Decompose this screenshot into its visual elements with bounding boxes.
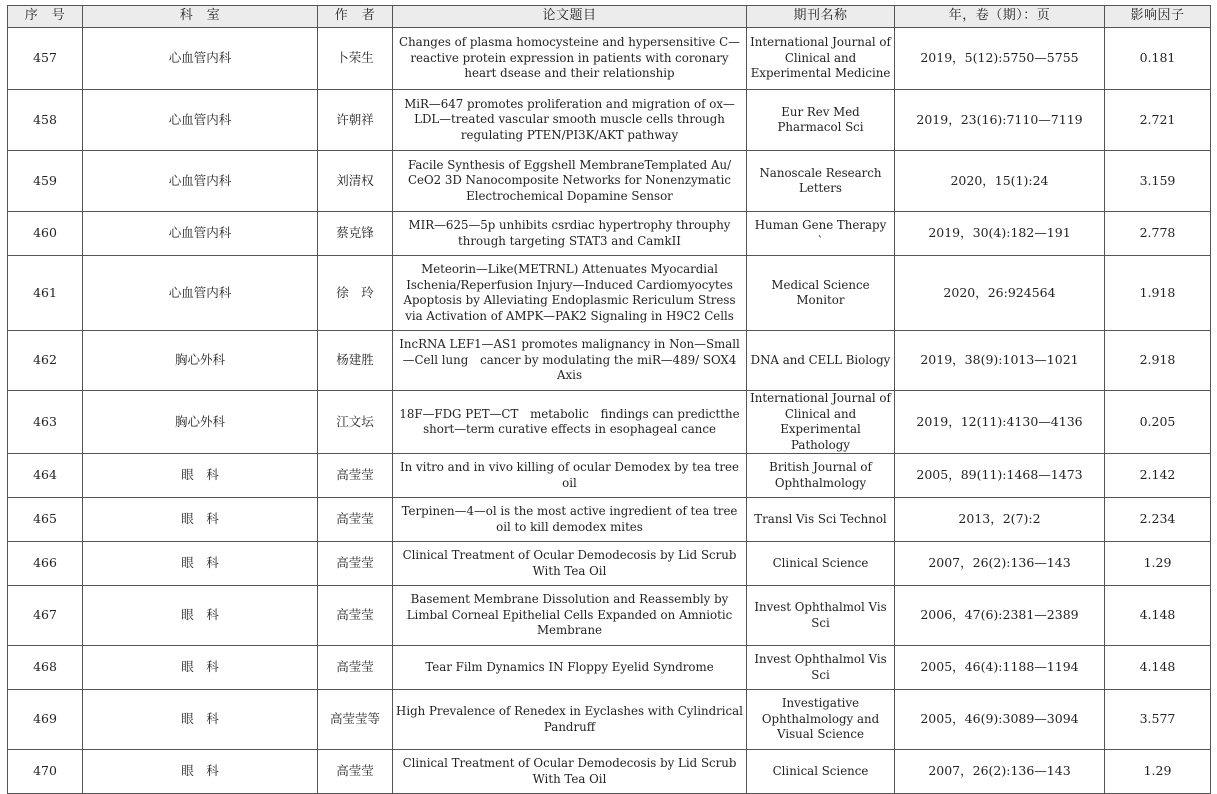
cell-no: 463 [8,391,83,454]
table-row [8,90,1211,151]
cell-ref: 2019，38(9):1013—1021 [895,331,1105,391]
cell-author: 高莹莹 [318,498,393,542]
publication-table [7,5,1211,794]
cell-journal: Invest Ophthalmol Vis Sci [747,586,895,646]
cell-title: High Prevalence of Renedex in Eyclashes with Cylindrical Pandruff [393,690,747,750]
cell-ref: 2005，46(9):3089—3094 [895,690,1105,750]
cell-title: Clinical Treatment of Ocular Demodecosis by Lid Scrub With Tea Oil [393,750,747,794]
header-journal: 期刊名称 [747,6,895,28]
table-row [8,454,1211,498]
cell-author: 杨建胜 [318,331,393,391]
cell-title: Facile Synthesis of Eggshell MembraneTemplated Au/ CeO2 3D Nanocomposite Networks for Nonenzymatic Electrochemical Dopamine Sensor [393,151,747,212]
cell-no: 457 [8,28,83,90]
cell-no: 465 [8,498,83,542]
cell-title: Basement Membrane Dissolution and Reassembly by Limbal Corneal Epithelial Cells Expanded on Amniotic Membrane [393,586,747,646]
cell-title: In vitro and in vivo killing of ocular Demodex by tea tree oil [393,454,747,498]
cell-impact: 0.181 [1105,28,1211,90]
cell-ref: 2019，23(16):7110—7119 [895,90,1105,151]
table-row [8,750,1211,794]
cell-author: 高莹莹等 [318,690,393,750]
cell-dept: 眼 科 [83,498,318,542]
header-ref: 年，卷（期）：页 [895,6,1105,28]
cell-journal: Clinical Science [747,542,895,586]
table-header [8,6,1211,28]
table-body [8,28,1211,794]
cell-title: Clinical Treatment of Ocular Demodecosis by Lid Scrub With Tea Oil [393,542,747,586]
cell-dept: 心血管内科 [83,90,318,151]
cell-journal: Human Gene Therapy ` [747,212,895,256]
cell-dept: 眼 科 [83,646,318,690]
cell-impact: 3.159 [1105,151,1211,212]
cell-no: 466 [8,542,83,586]
cell-no: 461 [8,256,83,331]
cell-journal: DNA and CELL Biology [747,331,895,391]
cell-dept: 心血管内科 [83,212,318,256]
cell-dept: 眼 科 [83,454,318,498]
cell-impact: 1.29 [1105,750,1211,794]
cell-title: Changes of plasma homocysteine and hypersensitive C—reactive protein expression in patients with coronary heart dsease and their relationship [393,28,747,90]
cell-title: Meteorin—Like(METRNL) Attenuates Myocardial Ischenia/Reperfusion Injury—Induced Cardiomyocytes Apoptosis by Alleviating Endoplasmic Rericulum Stress via Activation of AMPK—PAK2 Signaling in H9C2 Cells [393,256,747,331]
cell-impact: 4.148 [1105,646,1211,690]
cell-journal: Invest Ophthalmol Vis Sci [747,646,895,690]
cell-ref: 2020，15(1):24 [895,151,1105,212]
cell-dept: 心血管内科 [83,28,318,90]
table-row [8,498,1211,542]
cell-author: 许朝祥 [318,90,393,151]
cell-dept: 眼 科 [83,542,318,586]
header-author: 作 者 [318,6,393,28]
cell-impact: 4.148 [1105,586,1211,646]
cell-title: Terpinen—4—ol is the most active ingredient of tea tree oil to kill demodex mites [393,498,747,542]
table-row [8,391,1211,454]
cell-author: 高莹莹 [318,454,393,498]
table-row [8,690,1211,750]
table-row [8,646,1211,690]
cell-journal: Investigative Ophthalmology and Visual Science [747,690,895,750]
cell-impact: 1.29 [1105,542,1211,586]
table-row [8,28,1211,90]
cell-no: 464 [8,454,83,498]
cell-journal: International Journal of Clinical and Experimental Pathology [747,391,895,454]
cell-ref: 2019，5(12):5750—5755 [895,28,1105,90]
cell-no: 467 [8,586,83,646]
cell-ref: 2007，26(2):136—143 [895,542,1105,586]
cell-author: 卜荣生 [318,28,393,90]
cell-no: 459 [8,151,83,212]
cell-journal: Eur Rev Med Pharmacol Sci [747,90,895,151]
cell-ref: 2019，30(4):182—191 [895,212,1105,256]
cell-impact: 2.142 [1105,454,1211,498]
cell-impact: 2.778 [1105,212,1211,256]
cell-title: IncRNA LEF1—AS1 promotes malignancy in Non—Small—Cell lung cancer by modulating the miR—489/ SOX4 Axis [393,331,747,391]
cell-impact: 2.234 [1105,498,1211,542]
cell-title: 18F—FDG PET—CT metabolic findings can predictthe short—term curative effects in esophageal cance [393,391,747,454]
header-no: 序 号 [8,6,83,28]
cell-author: 刘清权 [318,151,393,212]
cell-journal: Medical Science Monitor [747,256,895,331]
cell-no: 462 [8,331,83,391]
cell-ref: 2019，12(11):4130—4136 [895,391,1105,454]
cell-journal: International Journal of Clinical and Experimental Medicine [747,28,895,90]
cell-journal: British Journal of Ophthalmology [747,454,895,498]
cell-journal: Nanoscale Research Letters [747,151,895,212]
cell-impact: 3.577 [1105,690,1211,750]
cell-no: 468 [8,646,83,690]
cell-no: 460 [8,212,83,256]
cell-impact: 1.918 [1105,256,1211,331]
cell-impact: 0.205 [1105,391,1211,454]
cell-author: 江文坛 [318,391,393,454]
cell-ref: 2005，89(11):1468—1473 [895,454,1105,498]
header-row [8,6,1211,28]
table-row [8,212,1211,256]
header-dept: 科 室 [83,6,318,28]
cell-no: 470 [8,750,83,794]
cell-ref: 2013，2(7):2 [895,498,1105,542]
cell-impact: 2.918 [1105,331,1211,391]
cell-author: 高莹莹 [318,586,393,646]
table-row [8,331,1211,391]
header-title: 论文题目 [393,6,747,28]
cell-ref: 2005，46(4):1188—1194 [895,646,1105,690]
cell-ref: 2006，47(6):2381—2389 [895,586,1105,646]
table-row [8,586,1211,646]
table-row [8,151,1211,212]
cell-ref: 2007，26(2):136—143 [895,750,1105,794]
cell-author: 高莹莹 [318,646,393,690]
cell-dept: 胸心外科 [83,331,318,391]
cell-dept: 心血管内科 [83,151,318,212]
cell-no: 458 [8,90,83,151]
cell-author: 高莹莹 [318,750,393,794]
cell-dept: 胸心外科 [83,391,318,454]
cell-title: Tear Film Dynamics IN Floppy Eyelid Syndrome [393,646,747,690]
cell-impact: 2.721 [1105,90,1211,151]
header-impact: 影响因子 [1105,6,1211,28]
cell-dept: 眼 科 [83,586,318,646]
cell-dept: 眼 科 [83,750,318,794]
cell-title: MIR—625—5p unhibits csrdiac hypertrophy throuphy through targeting STAT3 and CamkII [393,212,747,256]
cell-author: 高莹莹 [318,542,393,586]
cell-author: 徐 玲 [318,256,393,331]
table-row [8,542,1211,586]
cell-journal: Transl Vis Sci Technol [747,498,895,542]
cell-dept: 心血管内科 [83,256,318,331]
cell-author: 蔡克锋 [318,212,393,256]
table-row [8,256,1211,331]
cell-no: 469 [8,690,83,750]
cell-dept: 眼 科 [83,690,318,750]
cell-ref: 2020，26:924564 [895,256,1105,331]
cell-journal: Clinical Science [747,750,895,794]
cell-title: MiR—647 promotes proliferation and migration of ox—LDL—treated vascular smooth muscle cells through regulating PTEN/PI3K/AKT pathway [393,90,747,151]
